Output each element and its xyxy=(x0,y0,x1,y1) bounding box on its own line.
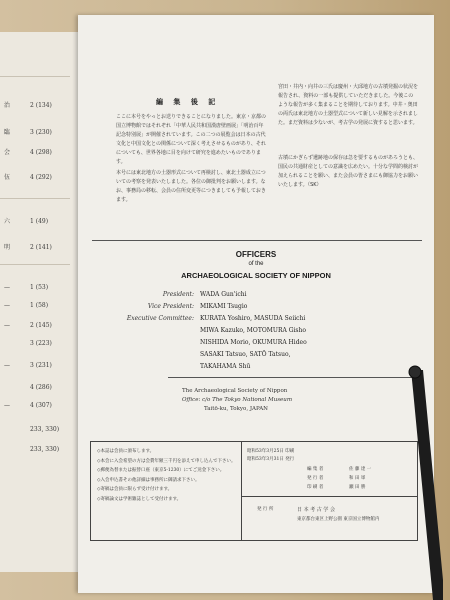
back-page-entry-label: 治 xyxy=(4,102,11,109)
back-page-entry-number: 4 (307) xyxy=(30,402,52,409)
editor-name: 佐 藤 達 一 xyxy=(349,467,372,472)
back-page-entry xyxy=(4,147,52,156)
society-address xyxy=(182,387,292,414)
back-page-entry xyxy=(4,402,52,409)
president-name: WADA Gun'ichi xyxy=(200,291,247,298)
publisher-name: 和 田 軍 xyxy=(349,476,366,481)
editorial-paragraph: 宮田・井内・向井の三氏は慶州・大邱地方の古墳発掘の状況を報告され、資料の一部も提供していただきました。今後このような報告が多く集まることを期待しております。中井・奥田の両氏は東北地方の土器型式について新しい見解を示されました。まだ資料は少ないが、考古学の発展に資すると思います。 xyxy=(278,84,419,126)
back-page-entry xyxy=(4,284,48,291)
back-page-entry-label: — xyxy=(4,322,10,329)
binding-strap xyxy=(405,360,445,600)
back-page-entry-label: 臨 xyxy=(4,129,11,136)
issuer-label: 発 行 所 xyxy=(257,507,274,512)
back-page-entry xyxy=(4,426,59,433)
back-page-entry-number: 1 (49) xyxy=(30,218,49,225)
colophon-divider xyxy=(241,442,242,540)
back-page-entry-number: 2 (134) xyxy=(30,102,52,109)
vice-president-name: MIKAMI Tsugio xyxy=(200,303,248,310)
print-date: 昭和53年3月25日 印刷 xyxy=(247,449,295,454)
back-page-entry-number: 1 (53) xyxy=(30,284,49,291)
editorial-title: 編 集 後 記 xyxy=(156,97,220,106)
officers-society-name: ARCHAEOLOGICAL SOCIETY OF NIPPON xyxy=(181,271,331,280)
back-page-entry-number: 4 (292) xyxy=(30,174,52,181)
back-page-entry-label: — xyxy=(4,302,10,309)
back-page-entry-number: 233, 330) xyxy=(30,446,60,453)
issuer-divider xyxy=(241,496,417,497)
notice-item: ◇郵便為替または振替口座（東京5-1230）にてご送金下さい。 xyxy=(97,468,225,473)
editorial-right-column xyxy=(278,83,418,190)
address-line: The Archaeological Society of Nippon xyxy=(182,388,288,394)
notice-item: ◇本会に入会希望の方は会費年額三千円を添えて申し込んで下さい。 xyxy=(97,458,236,464)
back-page-entry xyxy=(4,127,52,136)
editorial-paragraph: ここに本号をやっとお送りできることになりました。東京・京都の国立博物館ではそれぞれ「中華人民共和国漢唐壁画展」「明治百年記念特別展」が開催されています。この二つの展覧会は日本の古代文化と中国文化との関係について深く考えさせるものがあり、それについても、世界各地に目を向けて研究を進めたいものであります。 xyxy=(116,114,267,165)
issuer-name: 日 本 考 古 学 会 xyxy=(297,507,335,513)
president-label: President: xyxy=(162,291,194,298)
executive-name: MIWA Kazuko, MOTOMURA Gisho xyxy=(200,327,306,334)
executive-name: SASAKI Tatsuo, SATŌ Tatsuo, xyxy=(200,351,291,358)
back-page-entry-number: 3 (230) xyxy=(30,129,52,136)
back-page-entry-number: 4 (298) xyxy=(30,149,52,156)
journal-page xyxy=(78,15,434,593)
address-divider xyxy=(168,377,418,378)
printer-label: 印 刷 者 xyxy=(307,485,324,490)
notice-item: ◇入会申込書その他詳細は事務所に御請求下さい。 xyxy=(97,477,200,483)
back-page-entry xyxy=(4,216,48,225)
executive-name: NISHIDA Morio, OKUMURA Hideo xyxy=(200,339,307,346)
executive-name: KURATA Yoshiro, MASUDA Seiichi xyxy=(200,315,306,322)
section-divider xyxy=(92,240,422,241)
publisher-label: 発 行 者 xyxy=(307,476,324,481)
printer-name: 瀬 田 勝 xyxy=(349,485,366,490)
back-page-entry-number: 233, 330) xyxy=(30,426,60,433)
back-page-entry xyxy=(4,384,52,391)
editorial-left-column xyxy=(116,97,266,205)
executive-label: Executive Committee: xyxy=(126,315,194,322)
editorial-paragraph: 古墳にかぎらず遺跡地の保存は急を要するものがあろうとも、国民の共通財産としての意識を広めたい。十分な学問的検討が加えられることを願い、また会員の皆さまにも御協力をお願いいたします。（SK） xyxy=(278,155,419,188)
back-page-entry-label: 六 xyxy=(4,218,11,225)
back-page-entry xyxy=(4,362,52,369)
address-line: Office: c/o The Tokyo National Museum xyxy=(182,397,293,403)
issuer-address: 東京都台東区上野公園 東京国立博物館内 xyxy=(297,517,380,522)
back-page-entry-label: 伍 xyxy=(4,174,11,181)
back-page-rule xyxy=(0,76,70,77)
back-page-entry xyxy=(4,302,48,309)
colophon-box xyxy=(90,441,418,541)
back-page-entry xyxy=(4,172,52,181)
editorial-paragraph: 本号には東北地方の土器形式について再検討し、東北土器成立についての考察を発表いたしました。各位の御批判をお願いします。なお、事務局の移転、会員の住所変更等につきましても予報しておきます。 xyxy=(116,170,266,203)
back-page-entry-number: 3 (223) xyxy=(30,340,52,347)
notice-list xyxy=(97,447,237,504)
editor-label: 編 集 者 xyxy=(307,467,324,472)
back-page-entry-label: 明 xyxy=(4,244,11,251)
address-line: Taitō-ku, Tokyo, JAPAN xyxy=(204,406,268,412)
back-page-entry-number: 3 (231) xyxy=(30,362,52,369)
back-page-entry-label: 会 xyxy=(4,149,11,156)
back-page-entry-number: 2 (145) xyxy=(30,322,52,329)
vice-president-label: Vice President: xyxy=(147,303,194,310)
back-page-rule xyxy=(0,198,70,199)
officers-heading: OFFICERS xyxy=(235,250,277,259)
executive-names xyxy=(200,313,307,373)
back-page-entry-number: 1 (58) xyxy=(30,302,49,309)
back-page-entry-label: — xyxy=(4,362,10,369)
back-page-rule xyxy=(0,264,70,265)
executive-name: TAKAHAMA Shū xyxy=(200,363,251,370)
back-page-entry xyxy=(4,322,52,329)
officers-of: of the xyxy=(248,261,264,267)
notice-item: ◇寄稿は会員に限らず受け付けます。 xyxy=(97,487,173,492)
back-page-entry xyxy=(4,340,52,347)
back-page-entry-number: 2 (141) xyxy=(30,244,52,251)
notice-item: ◇寄稿論文は学術雑誌として受付けます。 xyxy=(97,496,182,502)
back-page-entry-number: 4 (286) xyxy=(30,384,52,391)
back-page-entry xyxy=(4,100,52,109)
notice-item: ◇本誌は会員に頒布します。 xyxy=(97,449,155,454)
back-page-entry xyxy=(4,446,59,453)
back-page-entry xyxy=(4,242,52,251)
issue-date: 昭和53年3月31日 発行 xyxy=(247,457,295,462)
back-page-entry-label: — xyxy=(4,402,10,409)
back-page xyxy=(0,32,85,572)
back-page-entry-label: — xyxy=(4,284,10,291)
